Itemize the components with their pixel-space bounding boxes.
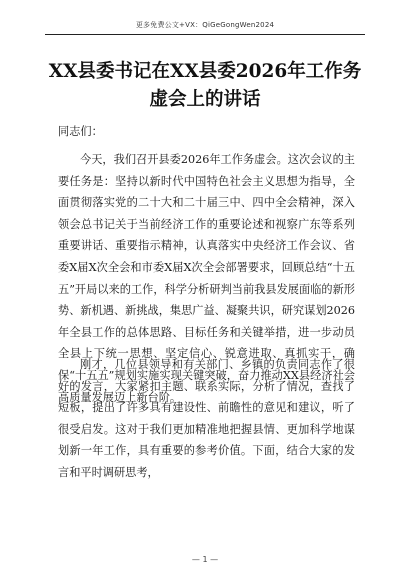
header-watermark-text: 更多免费公文+VX：QiGeGongWen2024 <box>135 21 275 29</box>
page-number: — 1 — <box>191 555 219 564</box>
paragraph-1: 今天，我们召开县委2026年工作务虚会。这次会议的主要任务是：坚持以新时代中国特色社会主义思想为指导，全面贯彻落实党的二十大和二十届三中、四中全会精神，深入领会总书记关于当前经济工作的重要论述和视察广东等系列重要讲话、重要指示精神，认真落实中央经济工作会议、省委X届X次全会和市委X届X次全会部署要求，回顾总结“十五五”开局以来的工作，科学分析研判当前我县发展面临的新形势、新机遇、新挑战，集思广益、凝聚共识，研究谋划2026年全县工作的总体思路、目标任务和关键举措，进一步动员全县上下统一思想、坚定信心、锐意进取、真抓实干，确保“十五五”规划实施实现关键突破，奋力推动XX县经济社会高质量发展迈上新台阶。 <box>58 153 355 404</box>
header-divider <box>45 34 365 35</box>
paragraph-2: 刚才，几位县领导和有关部门、乡镇的负责同志作了很好的发言，大家紧扣主题、联系实际，分析了情况，查找了短板，提出了许多具有建设性、前瞻性的意见和建议，听了很受启发。这对于我们更加精准地把握县情、更加科学地谋划新一年工作，具有重要的参考价值。下面，结合大家的发言和平时调研思考， <box>58 358 355 479</box>
salutation: 同志们： <box>58 125 103 138</box>
document-title: XX县委书记在XX县委2026年工作务虚会上的讲话 <box>48 61 362 110</box>
